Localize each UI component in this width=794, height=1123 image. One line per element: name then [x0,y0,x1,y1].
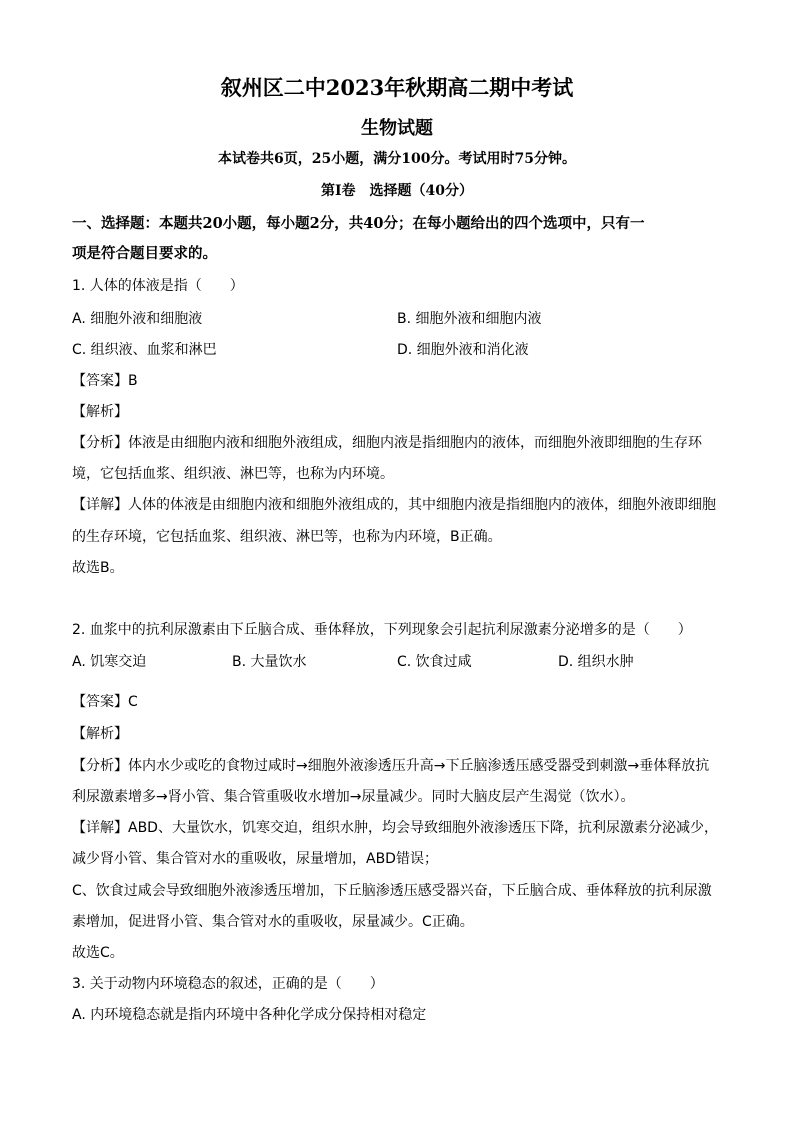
q1-conclusion: 故选B。 [72,560,124,576]
instructions-line-2: 项是符合题目要求的。 [72,245,217,262]
q1-analysis-line-2: 境，它包括血浆、组织液、淋巴等，也称为内环境。 [72,466,394,482]
q1-option-b: B. 细胞外液和细胞内液 [397,311,542,327]
q1-detail-line-2: 的生存环境，它包括血浆、组织液、淋巴等，也称为内环境，B正确。 [72,529,502,545]
q2-option-d: D. 组织水肿 [558,654,634,670]
q2-option-b: B. 大量饮水 [232,654,307,670]
q1-answer: 【答案】B [72,373,138,389]
q2-detail-line-2: 减少肾小管、集合管对水的重吸收，尿量增加，ABD错误； [72,851,438,867]
section-heading: 第Ⅰ卷 选择题（40分） [320,183,474,199]
q2-option-a: A. 饥寒交迫 [72,654,147,670]
q2-analysis-line-1: 【分析】体内水少或吃的食物过咸时→细胞外液渗透压升高→下丘脑渗透压感受器受到刺激→垂体释放抗 [72,758,710,774]
q2-detail-line-1: 【详解】ABD、大量饮水，饥寒交迫，组织水肿，均会导致细胞外液渗透压下降，抗利尿激素分泌减少， [72,820,718,836]
q2-option-c: C. 饮食过咸 [397,654,472,670]
instructions-line-1: 一、选择题：本题共20小题，每小题2分，共40分；在每小题给出的四个选项中，只有一 [72,215,645,232]
q1-analysis-heading: 【解析】 [72,404,128,420]
exam-info: 本试卷共6页，25小题，满分100分。考试用时75分钟。 [218,151,576,167]
exam-title: 叙州区二中2023年秋期高二期中考试 [220,75,574,100]
q2-stem: 2. 血浆中的抗利尿激素由下丘脑合成、垂体释放，下列现象会引起抗利尿激素分泌增多的是（ ） [72,622,692,638]
q3-stem: 3. 关于动物内环境稳态的叙述，正确的是（ ） [72,976,384,992]
q1-option-d: D. 细胞外液和消化液 [397,342,529,358]
q1-analysis-line-1: 【分析】体液是由细胞内液和细胞外液组成，细胞内液是指细胞内的液体，而细胞外液即细胞的生存环 [72,435,702,451]
q2-analysis-line-2: 利尿激素增多→肾小管、集合管重吸收水增加→尿量减少。同时大脑皮层产生渴觉（饮水）。 [72,789,635,805]
q2-detail-line-4: 素增加，促进肾小管、集合管对水的重吸收，尿量减少。C正确。 [72,914,474,930]
exam-subject: 生物试题 [361,118,433,139]
q1-option-a: A. 细胞外液和细胞液 [72,311,203,327]
q3-option-a: A. 内环境稳态就是指内环境中各种化学成分保持相对稳定 [72,1007,427,1023]
q2-detail-line-3: C、饮食过咸会导致细胞外液渗透压增加，下丘脑渗透压感受器兴奋，下丘脑合成、垂体释放的抗利尿激 [72,883,712,899]
q2-answer: 【答案】C [72,694,138,710]
q1-detail-line-1: 【详解】人体的体液是由细胞内液和细胞外液组成的，其中细胞内液是指细胞内的液体，细胞外液即细胞 [72,497,716,513]
q1-stem: 1. 人体的体液是指（ ） [72,278,244,294]
q2-analysis-heading: 【解析】 [72,726,128,742]
q1-option-c: C. 组织液、血浆和淋巴 [72,342,217,358]
q2-conclusion: 故选C。 [72,945,124,961]
